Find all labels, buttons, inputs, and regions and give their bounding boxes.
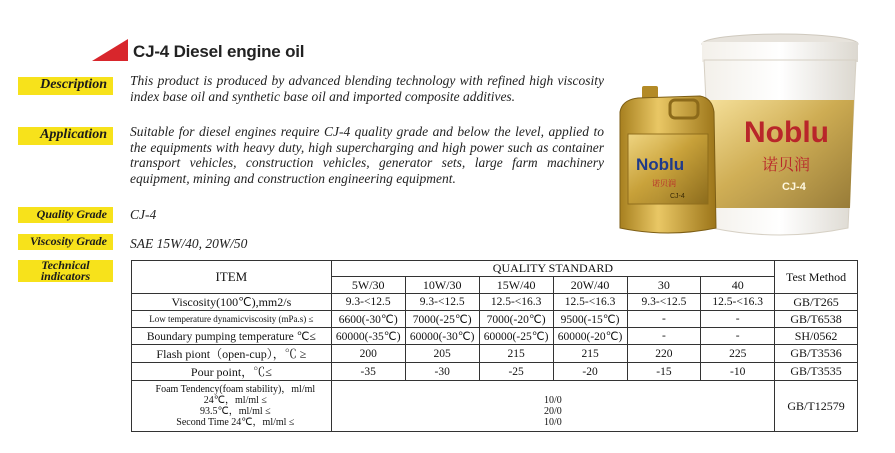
table-cell: -	[627, 328, 701, 345]
foam-label-cell	[132, 381, 332, 432]
table-cell: -	[627, 311, 701, 328]
row-label: Boundary pumping temperature ℃≤	[132, 328, 332, 345]
viscosity-grade-value: SAE 15W/40, 20W/50	[130, 236, 248, 251]
bucket-product	[702, 34, 858, 235]
table-cell: -30	[405, 363, 479, 381]
table-cell: 215	[479, 345, 553, 363]
table-row	[132, 311, 858, 328]
foam-row	[132, 381, 858, 432]
table-cell: 200	[331, 345, 405, 363]
bucket-chinese-name: 诺贝润	[762, 155, 811, 174]
description-text: This product is produced by advanced blending technology with refined high viscosity index base oil and synthetic base oil and imported composite additives.	[130, 73, 604, 104]
table-row	[132, 363, 858, 381]
row-label: Flash piont（open-cup），℃ ≥	[132, 345, 332, 363]
table-cell: 12.5-<16.3	[553, 294, 627, 311]
table-cell: 7000(-25℃)	[405, 311, 479, 328]
table-cell: -20	[553, 363, 627, 381]
table-cell: 60000(-20℃)	[553, 328, 627, 345]
foam-value: 20/0	[544, 406, 562, 417]
table-cell: -	[701, 328, 775, 345]
table-cell: 12.5-<16.3	[701, 294, 775, 311]
table-cell: 215	[553, 345, 627, 363]
table-cell: -	[701, 311, 775, 328]
table-row	[132, 328, 858, 345]
test-method-cell: GB/T3536	[775, 345, 858, 363]
row-label: Pour point，℃≤	[132, 363, 332, 381]
table-cell: 9.3-<12.5	[627, 294, 701, 311]
test-method-header: Test Method	[775, 261, 858, 294]
table-cell: 9500(-15℃)	[553, 311, 627, 328]
foam-label-line: Second Time 24℃，ml/ml ≤	[176, 417, 295, 428]
foam-label-line: 24℃，ml/ml ≤	[203, 395, 267, 406]
bottle-grade: CJ-4	[670, 193, 685, 200]
quality-grade-value: CJ-4	[130, 207, 157, 222]
table-cell: -25	[479, 363, 553, 381]
row-label: Low temperature dynamicviscosity (mPa.s) ≤	[132, 311, 332, 328]
item-header: ITEM	[132, 261, 332, 294]
technical-indicators-table	[131, 260, 858, 432]
row-label: Viscosity(100℃),mm2/s	[132, 294, 332, 311]
title-accent-triangle	[92, 39, 128, 61]
foam-values-cell	[331, 381, 774, 432]
test-method-cell: GB/T265	[775, 294, 858, 311]
table-cell: 60000(-25℃)	[479, 328, 553, 345]
viscosity-grade-label: Viscosity Grade	[18, 234, 113, 250]
bottle-brand-logo: Noblu	[636, 155, 685, 174]
quality-grade-label: Quality Grade	[18, 207, 113, 223]
bottle-chinese-name: 诺贝润	[652, 179, 676, 188]
table-cell: 7000(-20℃)	[479, 311, 553, 328]
table-cell: 9.3-<12.5	[331, 294, 405, 311]
product-image	[612, 30, 867, 245]
table-cell: 60000(-30℃)	[405, 328, 479, 345]
bottle-product	[620, 86, 716, 233]
table-cell: 9.3-<12.5	[405, 294, 479, 311]
grade-header: 10W/30	[405, 277, 479, 294]
grade-header: 30	[627, 277, 701, 294]
table-row	[132, 345, 858, 363]
table-cell: -10	[701, 363, 775, 381]
test-method-cell: GB/T6538	[775, 311, 858, 328]
foam-label-line: Foam Tendency(foam stability)，ml/ml	[155, 384, 316, 395]
foam-label-line: 93.5℃，ml/ml ≤	[200, 406, 271, 417]
table-cell: -35	[331, 363, 405, 381]
test-method-cell: SH/0562	[775, 328, 858, 345]
page-title: CJ-4 Diesel engine oil	[133, 42, 305, 61]
table-header-row	[132, 261, 858, 277]
grade-header: 40	[701, 277, 775, 294]
foam-value: 10/0	[544, 395, 562, 406]
bucket-grade: CJ-4	[782, 181, 806, 193]
table-cell: -15	[627, 363, 701, 381]
table-cell: 6600(-30℃)	[331, 311, 405, 328]
table-cell: 225	[701, 345, 775, 363]
technical-indicators-label: Technical indicators	[18, 260, 113, 282]
table-cell: 60000(-35℃)	[331, 328, 405, 345]
table-cell: 205	[405, 345, 479, 363]
grade-header: 15W/40	[479, 277, 553, 294]
table-row	[132, 294, 858, 311]
test-method-cell: GB/T12579	[775, 381, 858, 432]
application-text: Suitable for diesel engines require CJ-4 quality grade and below the level, applied to the equipments with heavy duty, high supercharging and high power such as container transport vehicles, construction vehicles, generator sets, large farm machinery equipment, mining and construction engineering equipment.	[130, 124, 604, 186]
description-label: Description	[18, 77, 113, 95]
table-cell: 12.5-<16.3	[479, 294, 553, 311]
foam-value: 10/0	[544, 417, 562, 428]
application-label: Application	[18, 127, 113, 145]
table-cell: 220	[627, 345, 701, 363]
grade-header: 20W/40	[553, 277, 627, 294]
quality-standard-header: QUALITY STANDARD	[331, 261, 774, 277]
bucket-brand-logo: Noblu	[744, 116, 829, 149]
test-method-cell: GB/T3535	[775, 363, 858, 381]
grade-header: 5W/30	[331, 277, 405, 294]
